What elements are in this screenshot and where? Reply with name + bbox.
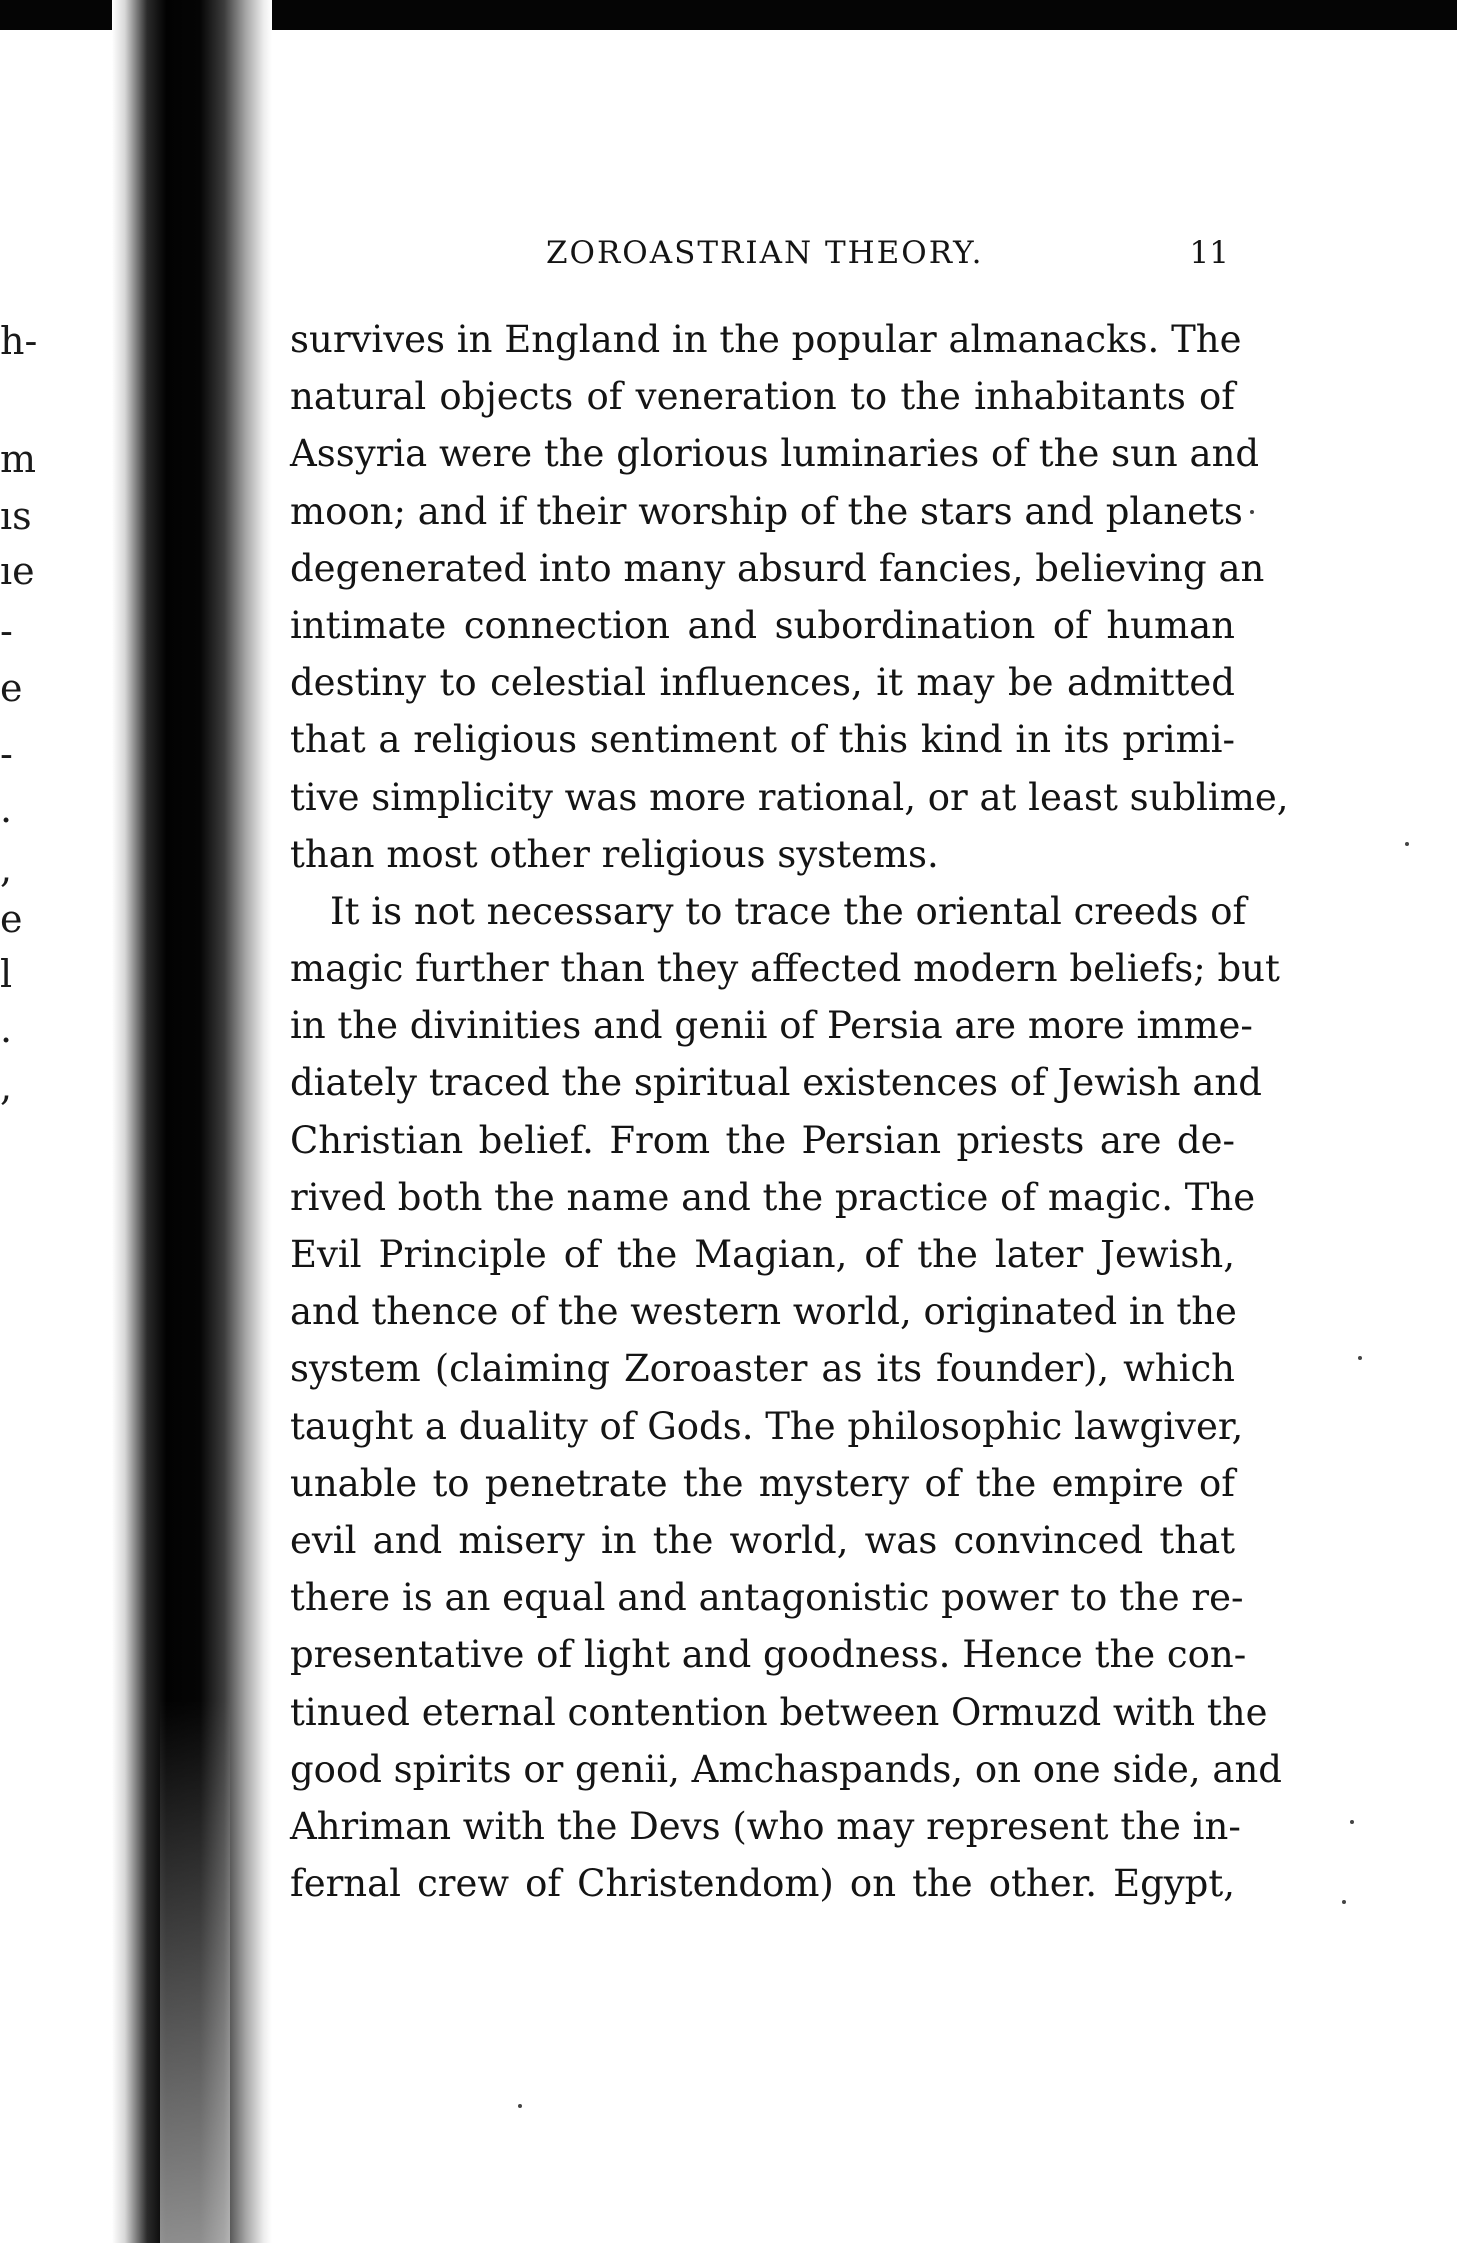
page-number: 11 bbox=[1189, 235, 1229, 271]
facing-fragment: - bbox=[0, 732, 13, 776]
running-head bbox=[290, 233, 1235, 273]
scan-speck bbox=[1358, 1356, 1362, 1360]
text-line: and thence of the western world, originated in the bbox=[290, 1290, 1237, 1334]
text-line: rived both the name and the practice of magic. The bbox=[290, 1175, 1256, 1219]
facing-fragment: . bbox=[0, 787, 13, 831]
text-line: diately traced the spiritual existences of Jewish and bbox=[290, 1061, 1262, 1105]
scan-speck bbox=[1250, 510, 1254, 514]
text-line: fernal crew of Christendom) on the other. Egypt, bbox=[290, 1862, 1235, 1906]
text-line: moon; and if their worship of the stars and planets bbox=[290, 489, 1243, 533]
text-line: destiny to celestial influences, it may be admitted bbox=[290, 661, 1235, 705]
text-line: Christian belief. From the Persian priests are de- bbox=[290, 1118, 1235, 1162]
facing-fragment: h- bbox=[0, 319, 38, 363]
facing-page-edge bbox=[0, 0, 110, 2243]
facing-fragment: e bbox=[0, 666, 23, 710]
text-line: survives in England in the popular almanacks. The bbox=[290, 318, 1242, 361]
text-line: presentative of light and goodness. Hence the con- bbox=[290, 1633, 1247, 1677]
text-line: unable to penetrate the mystery of the empire of bbox=[290, 1461, 1235, 1505]
text-line: that a religious sentiment of this kind in its primi- bbox=[290, 718, 1235, 762]
facing-fragment: ıs bbox=[0, 494, 32, 538]
facing-fragment: e bbox=[0, 897, 23, 941]
facing-fragment: , bbox=[0, 1065, 13, 1109]
scan-speck bbox=[1350, 1820, 1354, 1824]
text-line: It is not necessary to trace the oriental creeds of bbox=[330, 889, 1247, 933]
body-text bbox=[290, 311, 1289, 1912]
text-line: tinued eternal contention between Ormuzd with the bbox=[290, 1690, 1268, 1734]
text-line: evil and misery in the world, was convinced that bbox=[290, 1518, 1235, 1562]
text-line: taught a duality of Gods. The philosophic lawgiver, bbox=[290, 1404, 1244, 1448]
facing-fragment: , bbox=[0, 847, 13, 891]
text-line: good spirits or genii, Amchaspands, on one side, and bbox=[290, 1747, 1282, 1791]
scan-speck bbox=[1405, 842, 1409, 846]
scan-speck bbox=[518, 2104, 522, 2108]
paragraph-2 bbox=[290, 883, 1282, 1912]
facing-fragment: - bbox=[0, 609, 13, 653]
text-line: magic further than they affected modern beliefs; but bbox=[290, 947, 1280, 991]
text-line: than most other religious systems. bbox=[290, 832, 939, 876]
facing-fragment: l bbox=[0, 952, 13, 996]
text-line: there is an equal and antagonistic power to the re- bbox=[290, 1576, 1244, 1620]
binding-shadow-fade bbox=[160, 1700, 230, 2243]
text-line: Assyria were the glorious luminaries of the sun and bbox=[290, 432, 1260, 476]
facing-fragment: m bbox=[0, 437, 37, 481]
text-line: tive simplicity was more rational, or at least sublime, bbox=[290, 775, 1289, 819]
scan-speck bbox=[1342, 1900, 1346, 1904]
running-title: ZOROASTRIAN THEORY. bbox=[546, 235, 984, 271]
text-line: intimate connection and subordination of human bbox=[290, 603, 1235, 647]
text-line: degenerated into many absurd fancies, believing an bbox=[290, 546, 1265, 590]
text-line: in the divinities and genii of Persia are more imme- bbox=[290, 1004, 1253, 1048]
paragraph-1 bbox=[290, 311, 1289, 883]
text-line: natural objects of veneration to the inhabitants of bbox=[290, 375, 1235, 419]
facing-fragment: . bbox=[0, 1007, 13, 1051]
text-line: system (claiming Zoroaster as its founder), which bbox=[290, 1347, 1235, 1391]
text-line: Evil Principle of the Magian, of the later Jewish, bbox=[290, 1233, 1235, 1276]
facing-fragment: ıe bbox=[0, 549, 35, 593]
text-line: Ahriman with the Devs (who may represent the in- bbox=[290, 1804, 1241, 1848]
